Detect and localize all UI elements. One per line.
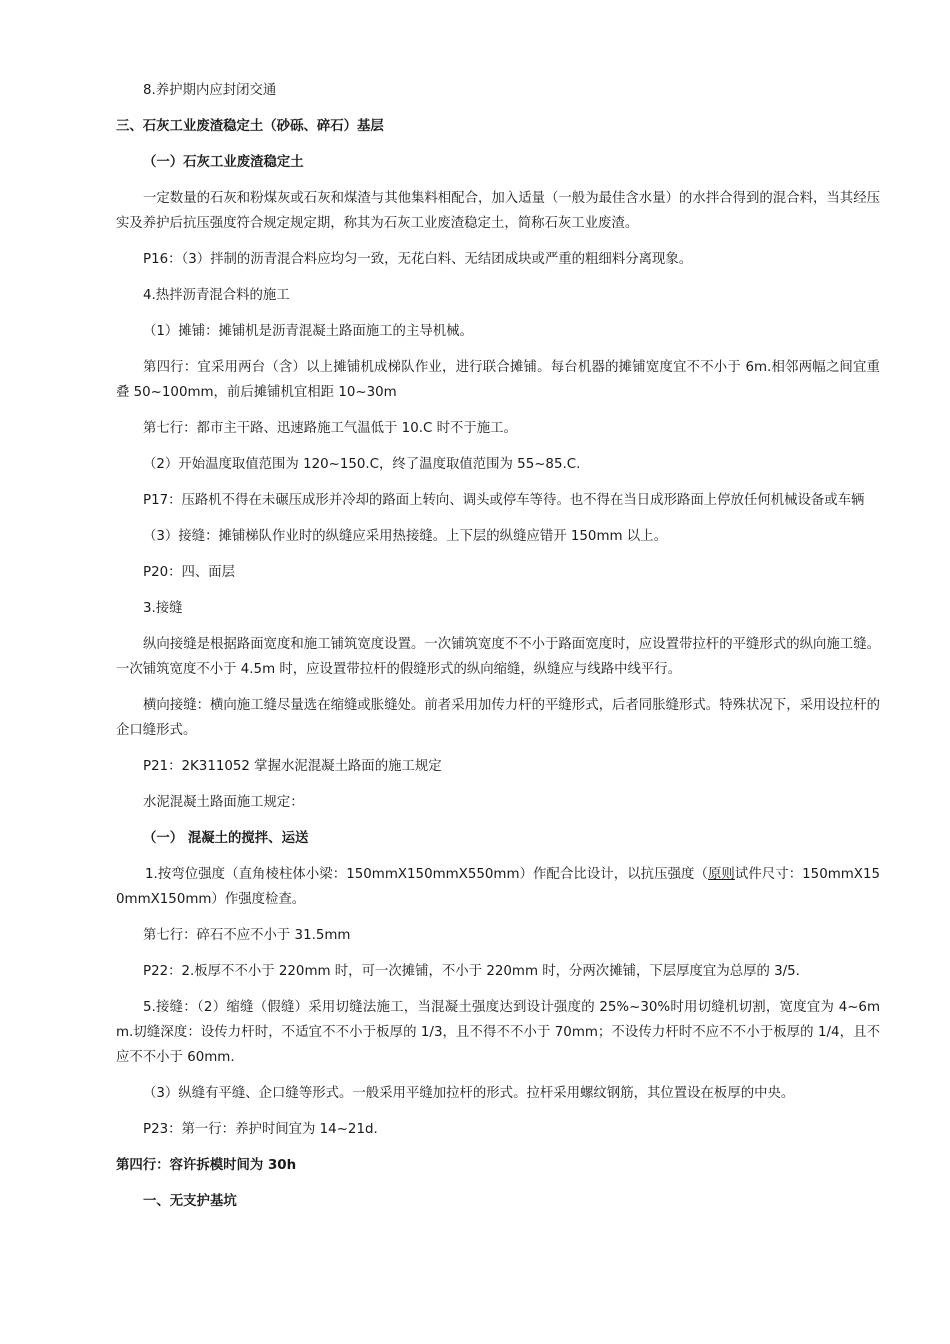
paragraph-p23-curing: P23：第一行：养护时间宜为 14~21d. xyxy=(143,1122,378,1137)
paragraph-gravel-size: 第七行：碎石不应不小于 31.5mm xyxy=(143,928,351,943)
section-heading-lime-waste-base: 三、石灰工业废渣稳定土（砂砾、碎石）基层 xyxy=(116,119,384,134)
paragraph-joint-hot: （3）接缝：摊铺梯队作业时的纵缝应采用热接缝。上下层的纵缝应错开 150mm 以上。 xyxy=(143,529,667,544)
paragraph-p16-mix: P16：（3）拌制的沥青混合料应均匀一致，无花白料、无结团成块或严重的粗细料分离现象。 xyxy=(143,252,693,267)
paragraph-curing-traffic: 8.养护期内应封闭交通 xyxy=(143,83,277,98)
subsection-heading-lime-waste-soil: （一）石灰工业废渣稳定土 xyxy=(143,155,304,170)
paragraph-paving-width: 第四行：宜采用两台（含）以上摊铺机成梯队作业，进行联合摊铺。每台机器的摊铺宽度宜不不小于 6m.相邻两幅之间宜重叠 50~100mm，前后摊铺机宜相距 10~30m xyxy=(116,360,880,400)
paragraph-transverse-joint: 横向接缝：横向施工缝尽量选在缩缝或胀缝处。前者采用加传力杆的平缝形式，后者同胀缝形式。特殊状况下，采用设拉杆的企口缝形式。 xyxy=(116,698,880,738)
paragraph-formwork-time: 第四行：容许拆模时间为 30h xyxy=(116,1158,297,1173)
paragraph-joints-heading: 3.接缝 xyxy=(143,601,183,616)
paragraph-lime-waste-definition: 一定数量的石灰和粉煤灰或石灰和煤渣与其他集料相配合，加入适量（一般为最佳含水量）的水拌合得到的混合料，当其经压实及养护后抗压强度符合规定规定期，称其为石灰工业废渣稳定土，简称石灰工业废渣。 xyxy=(116,191,880,231)
underlined-term: 原则 xyxy=(707,867,735,882)
paragraph-p20-surface: P20：四、面层 xyxy=(143,565,236,580)
subsection-heading-concrete-mixing: （一） 混凝土的搅拌、运送 xyxy=(143,831,309,846)
paragraph-paving-machine: （1）摊铺：摊铺机是沥青混凝土路面施工的主导机械。 xyxy=(143,324,473,339)
paragraph-hot-mix-construction: 4.热拌沥青混合料的施工 xyxy=(143,288,290,303)
paragraph-concrete-rules: 水泥混凝土路面施工规定： xyxy=(143,795,304,810)
paragraph-longitudinal-seam: （3）纵缝有平缝、企口缝等形式。一般采用平缝加拉杆的形式。拉杆采用螺纹钢筋，其位置设在板厚的中央。 xyxy=(143,1086,795,1101)
paragraph-p17-roller: P17：压路机不得在未碾压成形并冷却的路面上转向、调头或停车等待。也不得在当日成形路面上停放任何机械设备或车辆 xyxy=(143,493,865,508)
document-page xyxy=(116,78,880,1225)
paragraph-temperature-limit: 第七行：都市主干路、迅速路施工气温低于 10.C 时不于施工。 xyxy=(143,421,517,436)
paragraph-p22-slab: P22：2.板厚不不小于 220mm 时，可一次摊铺，不小于 220mm 时，分两次摊铺，下层厚度宜为总厚的 3/5. xyxy=(143,964,800,979)
paragraph-longitudinal-joint: 纵向接缝是根据路面宽度和施工铺筑宽度设置。一次铺筑宽度不不小于路面宽度时，应设置带拉杆的平缝形式的纵向施工缝。一次铺筑宽度不小于 4.5m 时，应设置带拉杆的假缝形式的纵向缩缝，纵缝应与线路中线平行。 xyxy=(116,637,880,677)
paragraph-temperature-range: （2）开始温度取值范围为 120~150.C，终了温度取值范围为 55~85.C. xyxy=(143,457,581,472)
paragraph-flexural-strength xyxy=(116,862,880,912)
paragraph-contraction-joint: 5.接缝：（2）缩缝（假缝）采用切缝法施工，当混凝土强度达到设计强度的 25%~30%时用切缝机切割，宽度宜为 4~6mm.切缝深度：设传力杆时，不适宜不不小于板厚的 1/3，且不得不不小于 70mm；不设传力杆时不应不不小于板厚的 1/4，且不应不不小于 60mm. xyxy=(116,1000,880,1065)
flexural-text-end: 试件尺寸：150mmX150mmX150mm）作强度检查。 xyxy=(116,867,881,907)
flexural-text-start: 1.按弯位强度（直角棱柱体小梁：150mmX150mmX550mm）作配合比设计，以抗压强度（ xyxy=(145,867,708,882)
section-heading-unsupported-pit: 一、无支护基坑 xyxy=(143,1194,237,1209)
paragraph-p21-concrete: P21：2K311052 掌握水泥混凝土路面的施工规定 xyxy=(143,759,442,774)
